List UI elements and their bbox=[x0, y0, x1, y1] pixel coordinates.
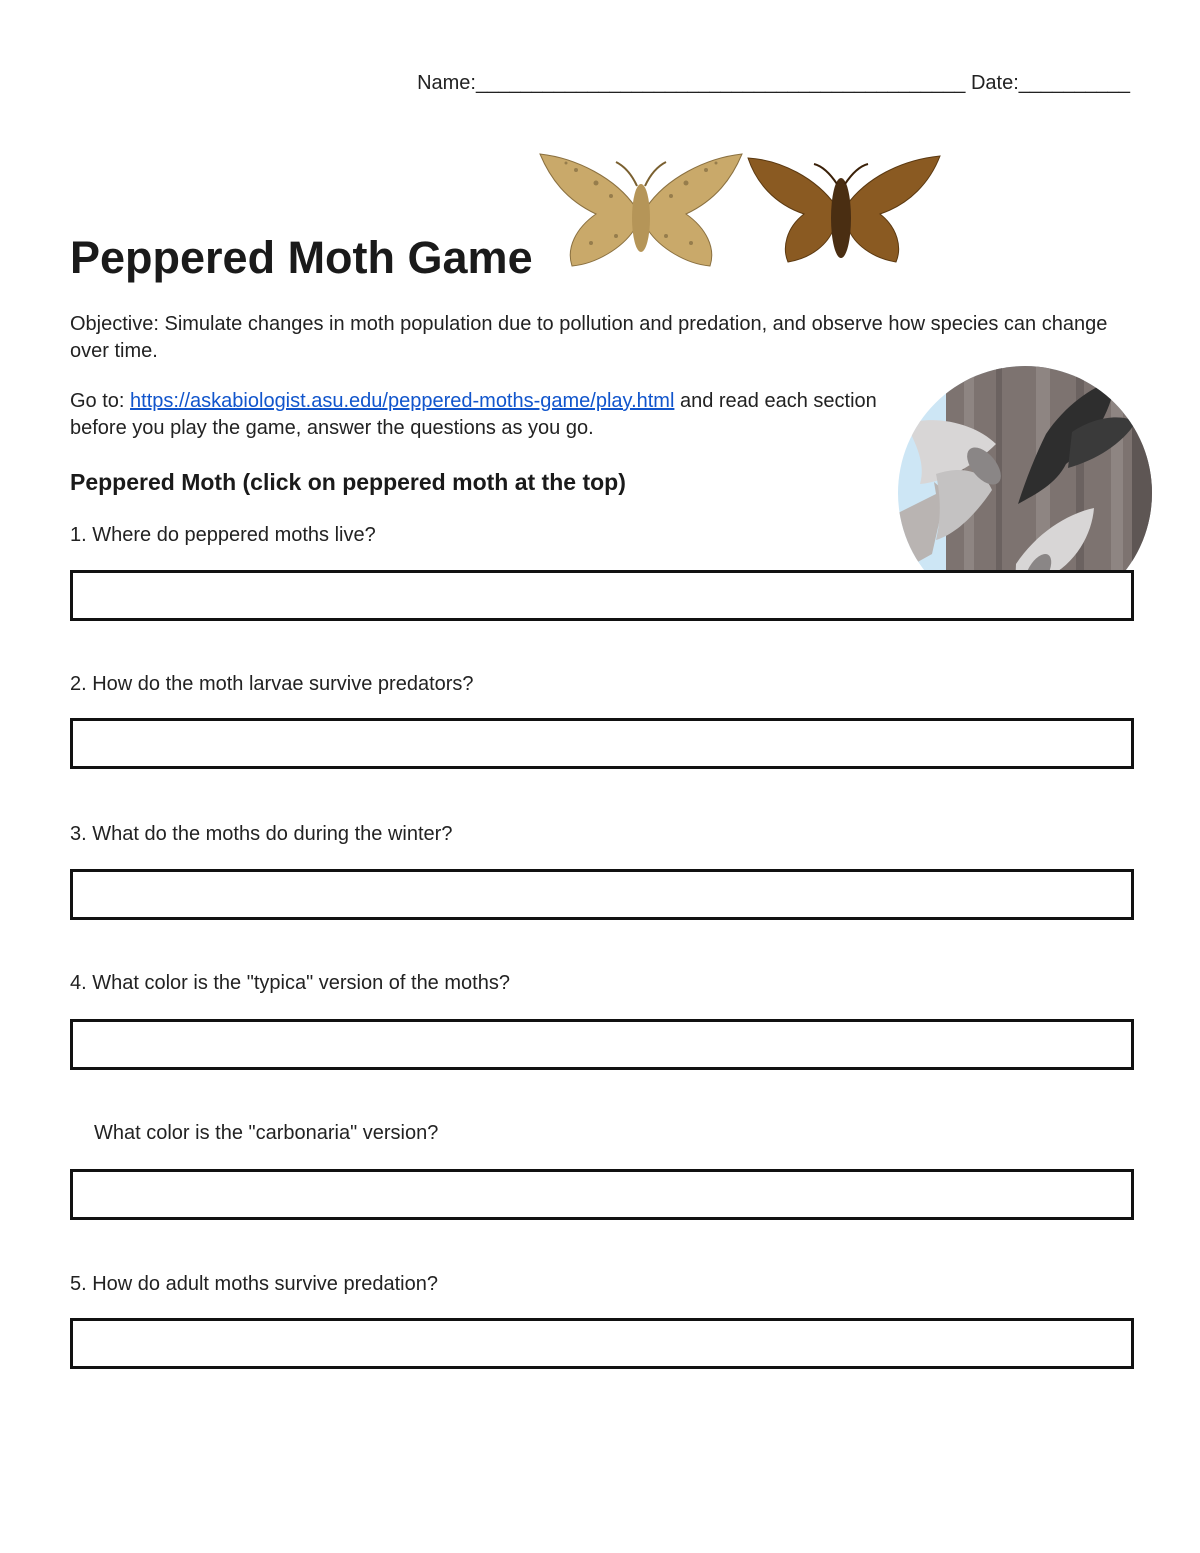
name-label: Name: bbox=[417, 72, 476, 94]
answer-box-2[interactable] bbox=[70, 718, 1134, 769]
goto-instructions bbox=[70, 388, 890, 442]
answer-box-4b[interactable] bbox=[70, 1169, 1134, 1220]
moth-photos-image bbox=[536, 148, 944, 272]
section-heading: Peppered Moth (click on peppered moth at the top) bbox=[70, 469, 626, 495]
goto-suffix: and read each section before you play the game, answer the questions as you go. bbox=[70, 390, 877, 439]
answer-box-4a[interactable] bbox=[70, 1019, 1134, 1070]
date-label: Date: bbox=[970, 72, 1019, 94]
question-4b: What color is the "carbonaria" version? bbox=[94, 1122, 439, 1144]
name-date-line bbox=[0, 72, 1130, 95]
question-4: 4. What color is the "typica" version of the moths? bbox=[70, 972, 510, 994]
date-blank[interactable]: __________ bbox=[1018, 72, 1130, 94]
game-link[interactable]: https://askabiologist.asu.edu/peppered-moths-game/play.html bbox=[130, 390, 675, 412]
question-2: 2. How do the moth larvae survive predators? bbox=[70, 673, 474, 695]
question-1: 1. Where do peppered moths live? bbox=[70, 524, 376, 546]
answer-box-5[interactable] bbox=[70, 1318, 1134, 1369]
objective-text: Objective: Simulate changes in moth population due to pollution and predation, and observe how species can change over time. bbox=[70, 313, 1108, 362]
goto-prefix: Go to: bbox=[70, 390, 131, 412]
question-5: 5. How do adult moths survive predation? bbox=[70, 1273, 438, 1295]
typica-moth-image bbox=[540, 154, 742, 266]
name-blank[interactable]: ____________________________________________ bbox=[475, 72, 966, 94]
answer-box-1[interactable] bbox=[70, 570, 1134, 621]
carbonaria-moth-image bbox=[748, 156, 940, 262]
answer-box-3[interactable] bbox=[70, 869, 1134, 920]
question-3: 3. What do the moths do during the winter? bbox=[70, 823, 453, 845]
page-title: Peppered Moth Game bbox=[70, 232, 533, 283]
